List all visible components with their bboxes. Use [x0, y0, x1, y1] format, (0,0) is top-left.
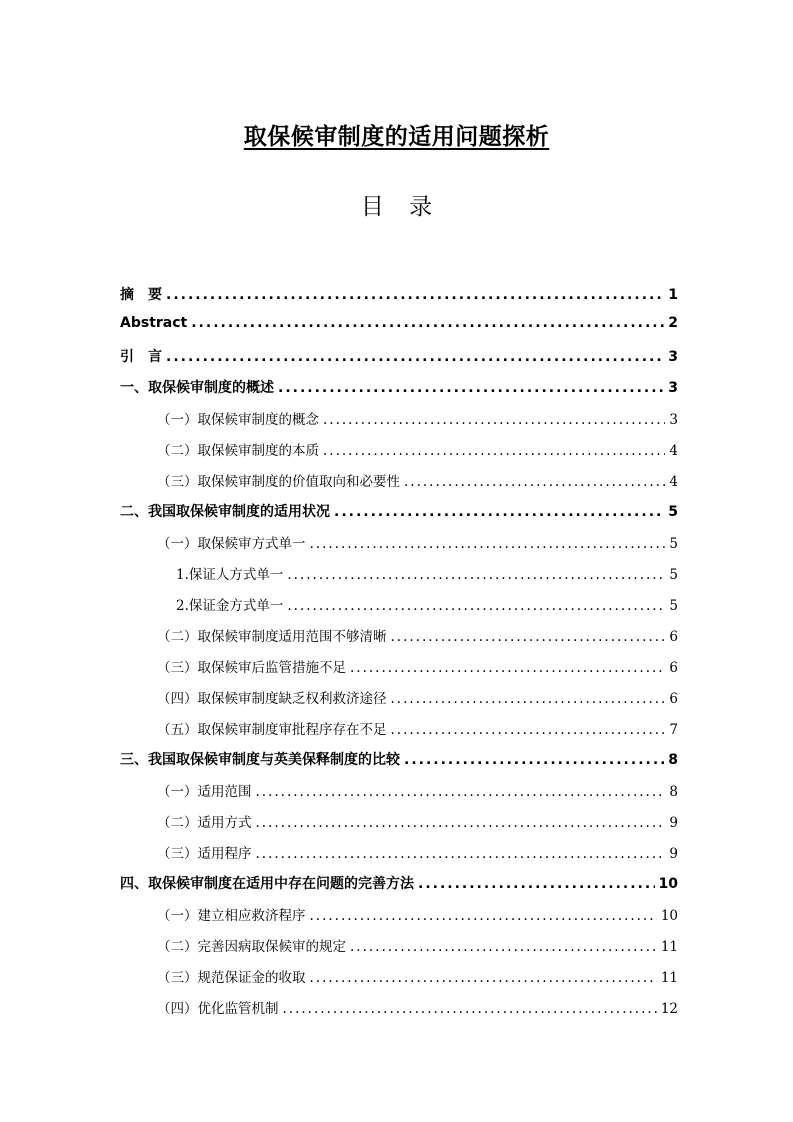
table-of-contents	[120, 284, 678, 1028]
toc-entry-label: 四、取保候审制度在适用中存在问题的完善方法	[120, 876, 414, 892]
toc-entry-label: （二）取保候审制度适用范围不够清晰	[157, 629, 387, 645]
toc-heading: 目 录	[360, 194, 433, 220]
toc-entry[interactable]	[120, 501, 678, 532]
toc-entry-page-number: 4	[669, 474, 678, 490]
toc-entry-page-number: 8	[668, 752, 678, 768]
toc-entry-page-number: 7	[669, 722, 678, 738]
toc-entry-page-number: 6	[669, 629, 678, 645]
toc-dot-leader	[350, 660, 665, 676]
toc-entry[interactable]	[120, 904, 678, 935]
toc-entry-page-number: 3	[669, 412, 678, 428]
toc-entry[interactable]	[120, 873, 678, 904]
toc-entry-label: 一、取保候审制度的概述	[120, 380, 274, 396]
toc-entry-label: （一）取保候审方式单一	[157, 536, 306, 552]
toc-dot-leader	[310, 536, 666, 552]
toc-entry-page-number: 11	[660, 970, 678, 986]
toc-entry[interactable]	[120, 439, 678, 470]
toc-entry[interactable]	[120, 532, 678, 563]
toc-entry-label: （四）取保候审制度缺乏权利救济途径	[157, 691, 387, 707]
toc-entry-page-number: 12	[660, 1001, 678, 1017]
toc-entry-label: 1.保证人方式单一	[176, 567, 284, 583]
toc-entry-page-number: 4	[669, 443, 678, 459]
toc-dot-leader	[283, 1001, 657, 1017]
toc-dot-leader	[418, 876, 655, 892]
toc-entry-page-number: 3	[668, 380, 678, 396]
toc-entry-page-number: 5	[669, 598, 678, 614]
toc-entry-page-number: 8	[669, 784, 678, 800]
toc-dot-leader	[404, 474, 665, 490]
toc-entry-label: 引 言	[120, 349, 162, 365]
toc-dot-leader	[323, 443, 665, 459]
toc-entry[interactable]	[120, 377, 678, 408]
toc-entry-label: （三）规范保证金的收取	[157, 970, 306, 986]
toc-entry[interactable]	[120, 997, 678, 1028]
toc-entry-page-number: 10	[660, 908, 678, 924]
toc-dot-leader	[334, 504, 664, 520]
toc-entry-label: （一）适用范围	[157, 784, 252, 800]
toc-entry-label: Abstract	[120, 315, 188, 331]
toc-dot-leader	[191, 315, 664, 331]
toc-entry-page-number: 5	[669, 567, 678, 583]
toc-entry[interactable]	[120, 687, 678, 718]
toc-entry-label: 摘 要	[120, 287, 162, 303]
toc-entry[interactable]	[120, 749, 678, 780]
toc-dot-leader	[287, 567, 665, 583]
toc-entry-page-number: 5	[668, 504, 678, 520]
toc-dot-leader	[391, 629, 666, 645]
toc-dot-leader	[310, 908, 657, 924]
toc-entry[interactable]	[120, 656, 678, 687]
toc-entry-page-number: 3	[668, 349, 678, 365]
toc-entry-label: （三）适用程序	[157, 846, 252, 862]
toc-entry[interactable]	[120, 935, 678, 966]
toc-entry-page-number: 9	[669, 815, 678, 831]
toc-entry-page-number: 6	[669, 691, 678, 707]
toc-entry-label: （二）取保候审制度的本质	[157, 443, 319, 459]
toc-entry[interactable]	[120, 625, 678, 656]
toc-entry-label: （一）取保候审制度的概念	[157, 412, 319, 428]
toc-dot-leader	[256, 815, 666, 831]
toc-entry[interactable]	[120, 594, 678, 625]
toc-entry-page-number: 5	[669, 536, 678, 552]
toc-dot-leader	[256, 846, 666, 862]
toc-entry-page-number: 6	[669, 660, 678, 676]
document-title	[0, 118, 793, 151]
toc-entry[interactable]	[120, 284, 678, 315]
toc-entry[interactable]	[120, 811, 678, 842]
toc-dot-leader	[166, 287, 664, 303]
toc-entry-label: （一）建立相应救济程序	[157, 908, 306, 924]
toc-entry[interactable]	[120, 346, 678, 377]
toc-dot-leader	[350, 939, 657, 955]
toc-entry-page-number: 10	[658, 876, 678, 892]
toc-entry-label: 三、我国取保候审制度与英美保释制度的比较	[120, 752, 400, 768]
toc-entry-page-number: 1	[668, 287, 678, 303]
toc-dot-leader	[256, 784, 666, 800]
toc-dot-leader	[391, 722, 666, 738]
toc-entry-page-number: 9	[669, 846, 678, 862]
toc-dot-leader	[310, 970, 657, 986]
toc-dot-leader	[166, 349, 664, 365]
toc-entry[interactable]	[120, 842, 678, 873]
toc-entry-label: 2.保证金方式单一	[176, 598, 284, 614]
toc-dot-leader	[404, 752, 664, 768]
toc-entry[interactable]	[120, 780, 678, 811]
toc-entry[interactable]	[120, 718, 678, 749]
toc-entry[interactable]	[120, 470, 678, 501]
toc-entry-label: （三）取保候审后监管措施不足	[157, 660, 346, 676]
toc-entry-label: （四）优化监管机制	[157, 1001, 279, 1017]
toc-entry-page-number: 2	[668, 315, 678, 331]
toc-entry[interactable]	[120, 563, 678, 594]
toc-entry-page-number: 11	[660, 939, 678, 955]
toc-entry[interactable]	[120, 408, 678, 439]
toc-entry-label: （二）完善因病取保候审的规定	[157, 939, 346, 955]
toc-dot-leader	[391, 691, 666, 707]
toc-entry[interactable]	[120, 966, 678, 997]
toc-dot-leader	[287, 598, 665, 614]
toc-entry-label: （五）取保候审制度审批程序存在不足	[157, 722, 387, 738]
toc-entry[interactable]	[120, 315, 678, 346]
toc-dot-leader	[278, 380, 664, 396]
toc-entry-label: （三）取保候审制度的价值取向和必要性	[157, 474, 400, 490]
toc-entry-label: 二、我国取保候审制度的适用状况	[120, 504, 330, 520]
toc-dot-leader	[323, 412, 665, 428]
toc-entry-label: （二）适用方式	[157, 815, 252, 831]
document-title-text: 取保候审制度的适用问题探析	[243, 124, 550, 150]
